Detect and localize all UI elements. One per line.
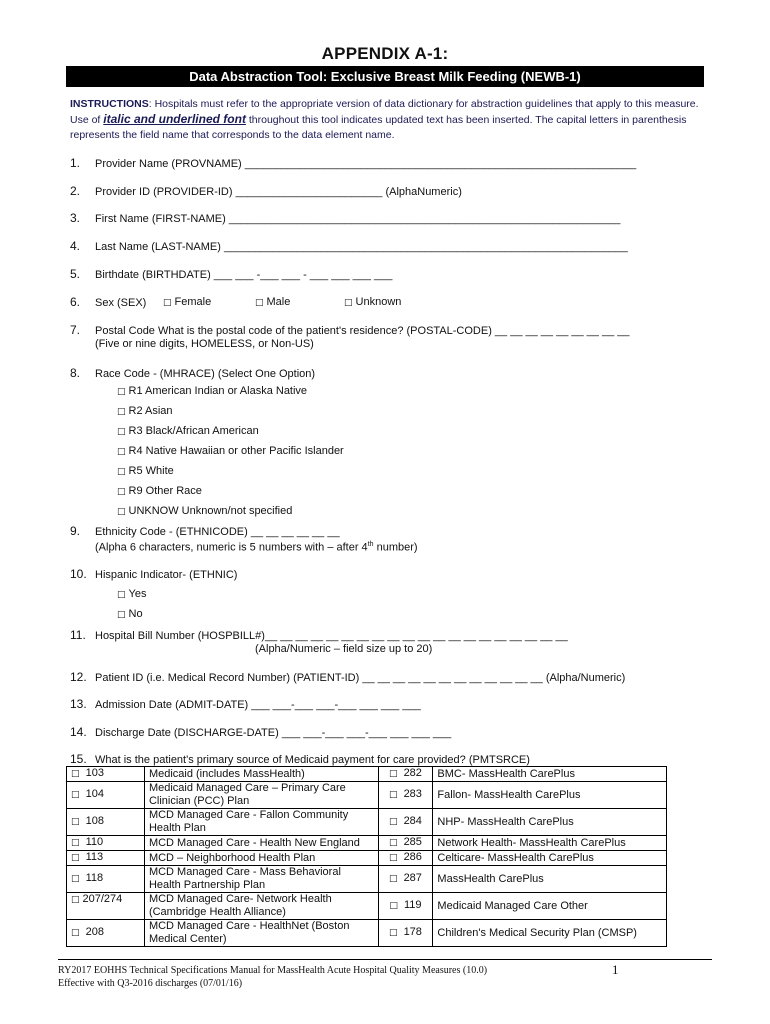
payment-desc-cell: Celticare- MassHealth CarePlus xyxy=(433,851,667,866)
payment-desc-cell: Medicaid (includes MassHealth) xyxy=(144,767,378,782)
question-text: Provider Name (PROVNAME) ________________________________________________________________ xyxy=(95,158,637,170)
checkbox-icon[interactable]: □ xyxy=(389,901,398,911)
payment-desc-cell: MassHealth CarePlus xyxy=(433,866,667,893)
payment-desc-cell: MCD Managed Care - Fallon Community Health Plan xyxy=(144,809,378,836)
question-4[interactable] xyxy=(70,239,628,254)
footer-line-1: RY2017 EOHHS Technical Specifications Manual for MassHealth Acute Hospital Quality Measures (10.0) xyxy=(58,965,488,976)
question-number: 7. xyxy=(70,323,81,337)
question-text: Birthdate (BIRTHDATE) ___ ___ -___ ___ - ___ ___ ___ ___ xyxy=(95,269,393,281)
question-number: 5. xyxy=(70,267,81,281)
sex-option-unknown[interactable]: □ Unknown xyxy=(344,296,402,308)
payment-code-cell[interactable]: □ 207/274 xyxy=(67,893,145,920)
table-row xyxy=(67,809,667,836)
question-text: Ethnicity Code - (ETHNICODE) __ __ __ __ __ __ xyxy=(95,526,340,538)
question-number: 4. xyxy=(70,239,81,253)
question-number: 1. xyxy=(70,156,81,170)
checkbox-icon[interactable]: □ xyxy=(388,853,398,863)
question-number: 11. xyxy=(70,628,86,642)
question-9[interactable] xyxy=(70,524,340,539)
question-text: Provider ID (PROVIDER-ID) ________________________ (AlphaNumeric) xyxy=(95,186,462,198)
payment-code-cell[interactable]: □ 119 xyxy=(378,893,433,920)
page-title: APPENDIX A-1: xyxy=(321,44,449,63)
question-number: 13. xyxy=(70,697,87,711)
payment-code-cell[interactable]: □ 283 xyxy=(378,782,433,809)
question-11-note: (Alpha/Numeric – field size up to 20) xyxy=(255,643,433,655)
question-number: 2. xyxy=(70,184,81,198)
checkbox-icon[interactable]: □ xyxy=(117,487,126,497)
checkbox-icon[interactable]: □ xyxy=(71,853,80,863)
question-number: 15. xyxy=(70,752,87,766)
question-text: Hispanic Indicator- (ETHNIC) xyxy=(95,569,238,581)
checkbox-icon[interactable]: □ xyxy=(163,298,172,308)
question-3[interactable] xyxy=(70,211,620,226)
checkbox-icon[interactable]: □ xyxy=(71,895,80,905)
payment-code-cell[interactable]: □ 282 xyxy=(378,767,433,782)
question-text: First Name (FIRST-NAME) ________________________________________________________________ xyxy=(95,213,621,225)
payment-desc-cell: MCD Managed Care - Health New England xyxy=(144,836,378,851)
checkbox-icon[interactable]: □ xyxy=(117,467,126,477)
race-option[interactable]: □ R1 American Indian or Alaska Native xyxy=(117,385,308,397)
question-14[interactable] xyxy=(70,725,451,740)
question-text: Race Code - (MHRACE) (Select One Option) xyxy=(95,368,316,380)
question-text: Discharge Date (DISCHARGE-DATE) ___ ___-___ ___-___ ___ ___ ___ xyxy=(95,727,452,739)
question-text: Admission Date (ADMIT-DATE) ___ ___-___ ___-___ ___ ___ ___ xyxy=(95,699,421,711)
question-13[interactable] xyxy=(70,697,421,712)
checkbox-icon[interactable]: □ xyxy=(255,298,264,308)
payment-code-cell[interactable]: □ 103 xyxy=(67,767,145,782)
payment-code-cell[interactable]: □ 208 xyxy=(67,920,145,947)
question-8 xyxy=(70,366,315,381)
checkbox-icon[interactable]: □ xyxy=(117,387,126,397)
payment-source-table xyxy=(66,766,667,947)
payment-desc-cell: BMC- MassHealth CarePlus xyxy=(433,767,667,782)
checkbox-icon[interactable]: □ xyxy=(388,769,398,779)
checkbox-icon[interactable]: □ xyxy=(117,590,126,600)
question-number: 10. xyxy=(70,567,87,581)
question-11[interactable] xyxy=(70,628,568,643)
payment-code-cell[interactable]: □ 108 xyxy=(67,809,145,836)
payment-code-cell[interactable]: □ 285 xyxy=(378,836,433,851)
payment-desc-cell: Medicaid Managed Care Other xyxy=(433,893,667,920)
question-15 xyxy=(70,752,530,767)
question-number: 14. xyxy=(70,725,87,739)
question-text: What is the patient's primary source of Medicaid payment for care provided? (PMTSRCE) xyxy=(95,754,530,766)
race-option[interactable]: □ R4 Native Hawaiian or other Pacific Islander xyxy=(117,445,344,457)
checkbox-icon[interactable]: □ xyxy=(388,838,398,848)
payment-code-cell[interactable]: □ 178 xyxy=(378,920,433,947)
payment-code-cell[interactable]: □ 284 xyxy=(378,809,433,836)
footer-divider xyxy=(58,959,712,960)
question-9-note: (Alpha 6 characters, numeric is 5 numbers with – after 4th number) xyxy=(95,541,418,554)
hispanic-option-yes[interactable]: □ Yes xyxy=(117,588,147,600)
question-number: 12. xyxy=(70,670,87,684)
race-option[interactable]: □ R3 Black/African American xyxy=(117,425,259,437)
payment-code-cell[interactable]: □ 110 xyxy=(67,836,145,851)
instructions-text-2: throughout this tool indicates updated text has been inserted. The capital letters in parenthesis represents the field name that corresponds to the data element name. xyxy=(70,114,687,141)
page-number: 1 xyxy=(612,962,619,977)
question-5[interactable] xyxy=(70,267,392,282)
checkbox-icon[interactable]: □ xyxy=(117,427,126,437)
payment-code-cell[interactable]: □ 113 xyxy=(67,851,145,866)
table-row xyxy=(67,866,667,893)
payment-desc-cell: Children's Medical Security Plan (CMSP) xyxy=(433,920,667,947)
race-option[interactable]: □ R2 Asian xyxy=(117,405,173,417)
checkbox-icon[interactable]: □ xyxy=(71,769,80,779)
checkbox-icon[interactable]: □ xyxy=(71,790,80,800)
question-1[interactable] xyxy=(70,156,636,171)
checkbox-icon[interactable]: □ xyxy=(388,790,398,800)
table-row xyxy=(67,920,667,947)
question-2[interactable] xyxy=(70,184,462,199)
question-text: Patient ID (i.e. Medical Record Number) (PATIENT-ID) __ __ __ __ __ __ __ __ __ __ __ __ (Alpha/Numeric) xyxy=(95,672,626,684)
question-text: Last Name (LAST-NAME) __________________________________________________________________ xyxy=(95,241,628,253)
question-text: Hospital Bill Number (HOSPBILL#)__ __ __ __ __ __ __ __ __ __ __ __ __ __ __ __ __ __ __ __ xyxy=(95,630,568,642)
payment-code-cell[interactable]: □ 287 xyxy=(378,866,433,893)
checkbox-icon[interactable]: □ xyxy=(117,447,126,457)
instructions-paragraph xyxy=(70,97,710,143)
checkbox-icon[interactable]: □ xyxy=(344,298,353,308)
race-option[interactable]: □ UNKNOW Unknown/not specified xyxy=(117,505,293,517)
question-number: 6. xyxy=(70,295,81,309)
payment-desc-cell: MCD Managed Care- Network Health (Cambridge Health Alliance) xyxy=(144,893,378,920)
sex-option-male[interactable]: □ Male xyxy=(255,296,291,308)
question-number: 8. xyxy=(70,366,81,380)
question-6 xyxy=(70,295,146,310)
checkbox-icon[interactable]: □ xyxy=(71,928,80,938)
question-7[interactable] xyxy=(70,323,630,338)
table-row xyxy=(67,767,667,782)
instructions-label: INSTRUCTIONS xyxy=(70,98,149,110)
checkbox-icon[interactable]: □ xyxy=(388,817,398,827)
table-row xyxy=(67,836,667,851)
checkbox-icon[interactable]: □ xyxy=(388,874,398,884)
checkbox-icon[interactable]: □ xyxy=(71,874,80,884)
checkbox-icon[interactable]: □ xyxy=(117,610,126,620)
question-10 xyxy=(70,567,237,582)
question-number: 3. xyxy=(70,211,81,225)
payment-desc-cell: MCD – Neighborhood Health Plan xyxy=(144,851,378,866)
race-option[interactable]: □ R9 Other Race xyxy=(117,485,202,497)
hispanic-option-no[interactable]: □ No xyxy=(117,608,143,620)
payment-code-cell[interactable]: □ 118 xyxy=(67,866,145,893)
table-row xyxy=(67,782,667,809)
question-7-note: (Five or nine digits, HOMELESS, or Non-US) xyxy=(95,338,314,350)
payment-code-cell[interactable]: □ 286 xyxy=(378,851,433,866)
payment-code-cell[interactable]: □ 104 xyxy=(67,782,145,809)
payment-desc-cell: MCD Managed Care - Mass Behavioral Health Partnership Plan xyxy=(144,866,378,893)
checkbox-icon[interactable]: □ xyxy=(71,817,80,827)
checkbox-icon[interactable]: □ xyxy=(117,407,126,417)
race-option[interactable]: □ R5 White xyxy=(117,465,174,477)
question-12[interactable] xyxy=(70,670,625,685)
checkbox-icon[interactable]: □ xyxy=(388,928,398,938)
payment-desc-cell: MCD Managed Care - HealthNet (Boston Medical Center) xyxy=(144,920,378,947)
payment-desc-cell: Network Health- MassHealth CarePlus xyxy=(433,836,667,851)
question-text: Sex (SEX) xyxy=(95,297,147,309)
sex-option-female[interactable]: □ Female xyxy=(163,296,212,308)
payment-desc-cell: Fallon- MassHealth CarePlus xyxy=(433,782,667,809)
table-row xyxy=(67,851,667,866)
payment-desc-cell: Medicaid Managed Care – Primary Care Clinician (PCC) Plan xyxy=(144,782,378,809)
checkbox-icon[interactable]: □ xyxy=(71,838,80,848)
instructions-text-1: : Hospitals must refer to the appropriate version of data dictionary for abstraction guidelines that apply to this measure. Use of xyxy=(70,98,699,126)
payment-desc-cell: NHP- MassHealth CarePlus xyxy=(433,809,667,836)
question-text: Postal Code What is the postal code of the patient's residence? (POSTAL-CODE) __ __ __ __ __ __ __ __ __ xyxy=(95,325,630,337)
footer-line-2: Effective with Q3-2016 discharges (07/01/16) xyxy=(58,978,243,989)
tool-banner: Data Abstraction Tool: Exclusive Breast Milk Feeding (NEWB-1) xyxy=(66,66,704,87)
question-number: 9. xyxy=(70,524,81,538)
table-row xyxy=(67,893,667,920)
instructions-emphasis: italic and underlined font xyxy=(103,112,246,126)
checkbox-icon[interactable]: □ xyxy=(117,507,126,517)
